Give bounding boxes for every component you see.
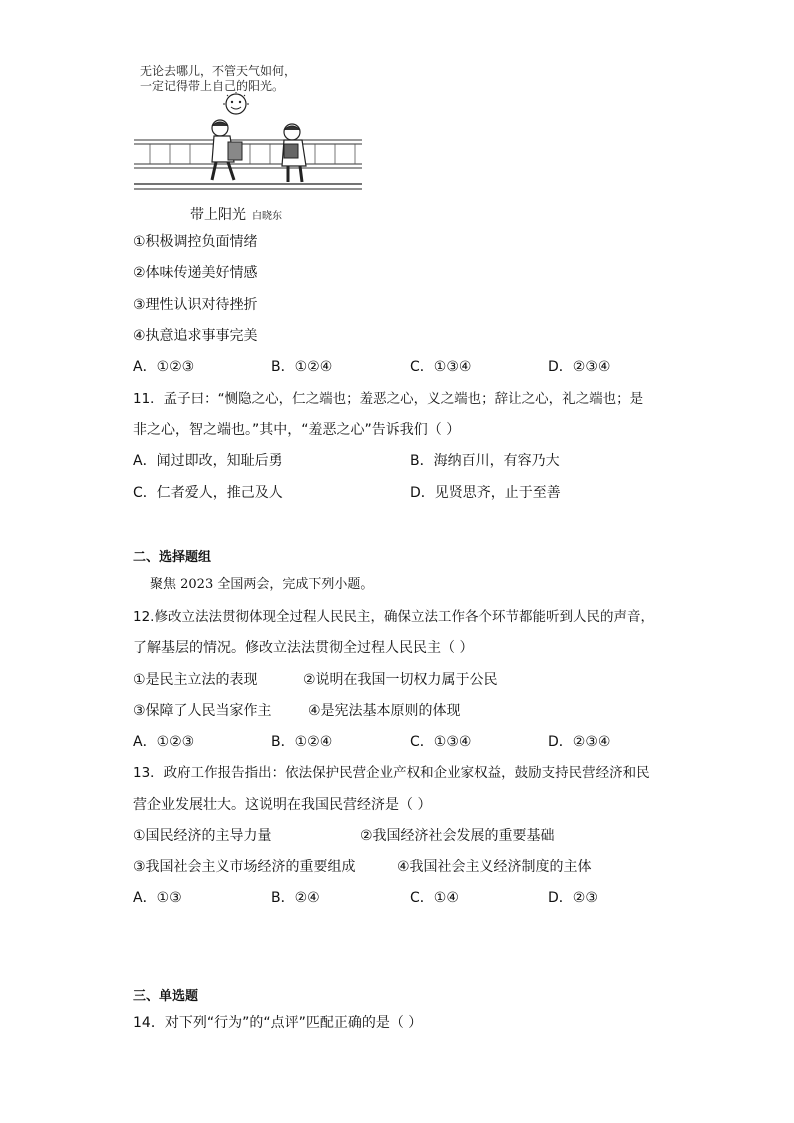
q11-stem-line2: 非之心，智之端也。”其中，“羞恶之心”告诉我们（ ） [133,422,461,438]
q13-option-c: C．①④ [410,890,459,906]
q12-option-d: D．②③④ [548,734,611,750]
q14-stem-line1: 14．对下列“行为”的“点评”匹配正确的是（ ） [133,1015,423,1031]
cartoon-text-line2: 一定记得带上自己的阳光。 [140,79,285,93]
q11-option-d: D．见贤思齐，止于至善 [410,485,561,501]
q10-item-3: ③理性认识对待挫折 [133,297,258,313]
q10-option-b: B．①②④ [271,359,333,375]
q12-item-1: ①是民主立法的表现 [133,672,258,688]
q13-option-b: B．②④ [271,890,320,906]
q11-option-a: A．闻过即改，知耻后勇 [133,453,283,469]
q10-item-2: ②体味传递美好情感 [133,265,258,281]
q13-option-d: D．②③ [548,890,598,906]
q10-option-d: D．②③④ [548,359,611,375]
q13-stem-line2: 营企业发展壮大。这说明在我国民营经济是（ ） [133,797,432,813]
section-3-title: 三、单选题 [133,989,199,1004]
cartoon-illustration [130,92,366,196]
q11-option-c: C．仁者爱人，推己及人 [133,485,283,501]
q12-item-2: ②说明在我国一切权力属于公民 [303,672,498,688]
q13-item-4: ④我国社会主义经济制度的主体 [397,859,592,875]
cartoon-caption-author: 白晓东 [252,211,282,222]
q13-option-a: A．①③ [133,890,182,906]
section-2-intro: 聚焦 2023 全国两会，完成下列小题。 [150,577,374,592]
q10-item-1: ①积极调控负面情绪 [133,234,258,250]
q12-option-c: C．①③④ [410,734,472,750]
q11-option-b: B．海纳百川，有容乃大 [410,453,560,469]
section-2-title: 二、选择题组 [133,550,212,565]
q12-item-4: ④是宪法基本原则的体现 [308,703,461,719]
cartoon-caption [190,204,282,224]
q13-stem-line1: 13．政府工作报告指出：依法保护民营企业产权和企业家权益，鼓励支持民营经济和民 [133,765,650,781]
q13-item-3: ③我国社会主义市场经济的重要组成 [133,859,356,875]
q11-stem-line1: 11．孟子曰：“恻隐之心，仁之端也；羞恶之心，义之端也；辞让之心，礼之端也；是 [133,391,644,407]
q12-option-a: A．①②③ [133,734,195,750]
q12-item-3: ③保障了人民当家作主 [133,703,272,719]
cartoon-caption-title: 带上阳光 [190,207,246,223]
cartoon-text-line1: 无论去哪儿，不管天气如何， [140,64,297,78]
q10-option-a: A．①②③ [133,359,195,375]
q13-item-1: ①国民经济的主导力量 [133,828,272,844]
q12-option-b: B．①②④ [271,734,333,750]
q12-stem-line1: 12.修改立法法贯彻体现全过程人民民主，确保立法工作各个环节都能听到人民的声音， [133,609,654,625]
q10-item-4: ④执意追求事事完美 [133,328,258,344]
q13-item-2: ②我国经济社会发展的重要基础 [360,828,555,844]
q12-stem-line2: 了解基层的情况。修改立法法贯彻全过程人民民主（ ） [133,640,474,656]
q10-option-c: C．①③④ [410,359,472,375]
